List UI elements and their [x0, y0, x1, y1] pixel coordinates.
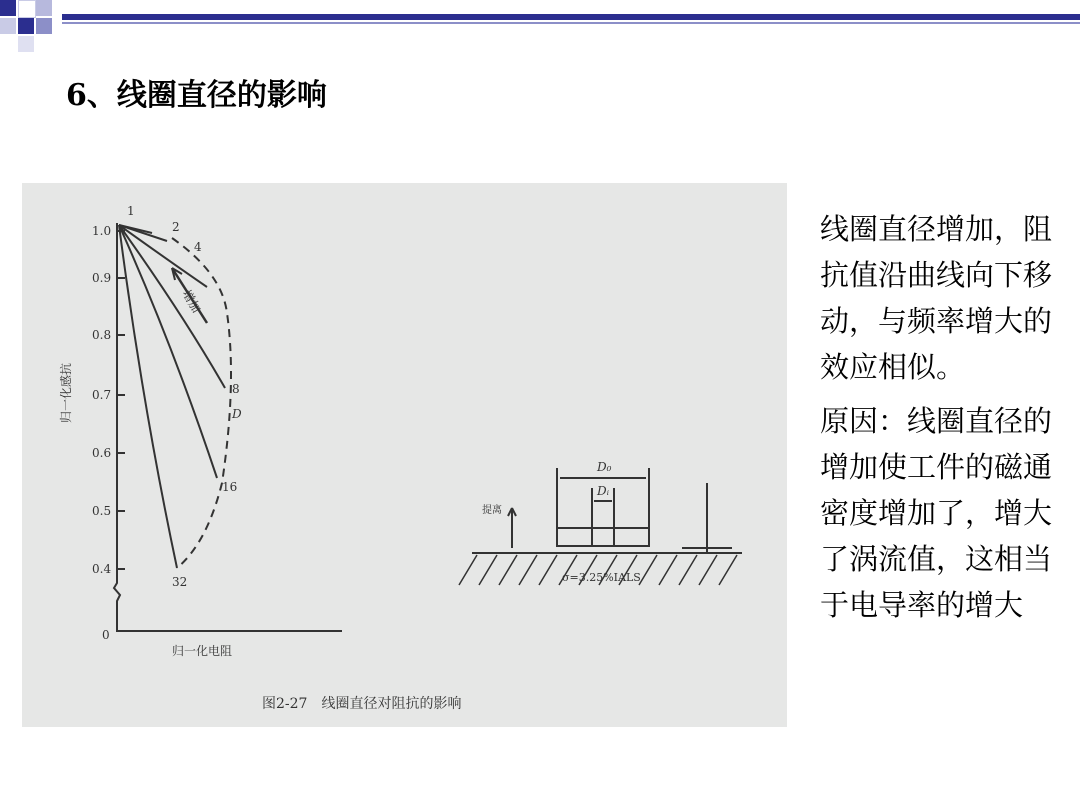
y-tick-0: 0 [102, 628, 110, 642]
header-rule [62, 14, 1080, 20]
curve-label-8: 8 [232, 382, 240, 396]
liftoff-arrow [508, 508, 516, 548]
inner-diameter-label: Dᵢ [597, 484, 610, 498]
y-axis-label: 归一化感抗 [59, 362, 73, 423]
outer-diameter-label: D₀ [597, 460, 612, 474]
curve-8 [119, 225, 225, 388]
y-tick-0-9: 0.9 [92, 271, 112, 285]
impedance-diagram [22, 183, 787, 727]
curve-label-2: 2 [172, 220, 180, 234]
curve-label-4: 4 [194, 240, 202, 254]
curve-label-32: 32 [172, 575, 188, 589]
y-tick-0-6: 0.6 [92, 446, 112, 460]
figure-photo [22, 183, 787, 727]
arrow-text: 增加 [179, 287, 204, 316]
y-tick-0-5: 0.5 [92, 504, 112, 518]
curve-32 [119, 225, 177, 568]
header-rule-thin [62, 22, 1080, 24]
y-tick-1-0: 1.0 [92, 224, 112, 238]
explanation-paragraph-1: 线圈直径增加，阻抗值沿曲线向下移动，与频率增大的效应相似。 [820, 212, 1053, 384]
curve-2 [119, 225, 167, 241]
arrow-label-d: D [232, 407, 242, 421]
outer-dim [557, 468, 649, 528]
dashed-d-curve [172, 238, 231, 568]
curve-label-1: 1 [127, 204, 135, 218]
explanation-paragraph-2: 原因：线圈直径的增加使工件的磁通密度增加了，增大了涡流值，这相当于电导率的增大 [820, 404, 1053, 622]
slide-title: 6、线圈直径的影响 [66, 78, 327, 113]
figure-caption: 图2-27 线圈直径对阻抗的影响 [262, 696, 462, 712]
y-tick-0-8: 0.8 [92, 328, 112, 342]
conductivity-label: σ=3.25%IALS [562, 571, 641, 584]
liftoff-label: 提离 [482, 505, 502, 516]
x-axis-label: 归一化电阻 [172, 644, 233, 658]
y-tick-0-7: 0.7 [92, 388, 112, 402]
explanation-text [820, 206, 1080, 636]
y-tick-0-4: 0.4 [92, 562, 112, 576]
curve-label-16: 16 [222, 480, 238, 494]
